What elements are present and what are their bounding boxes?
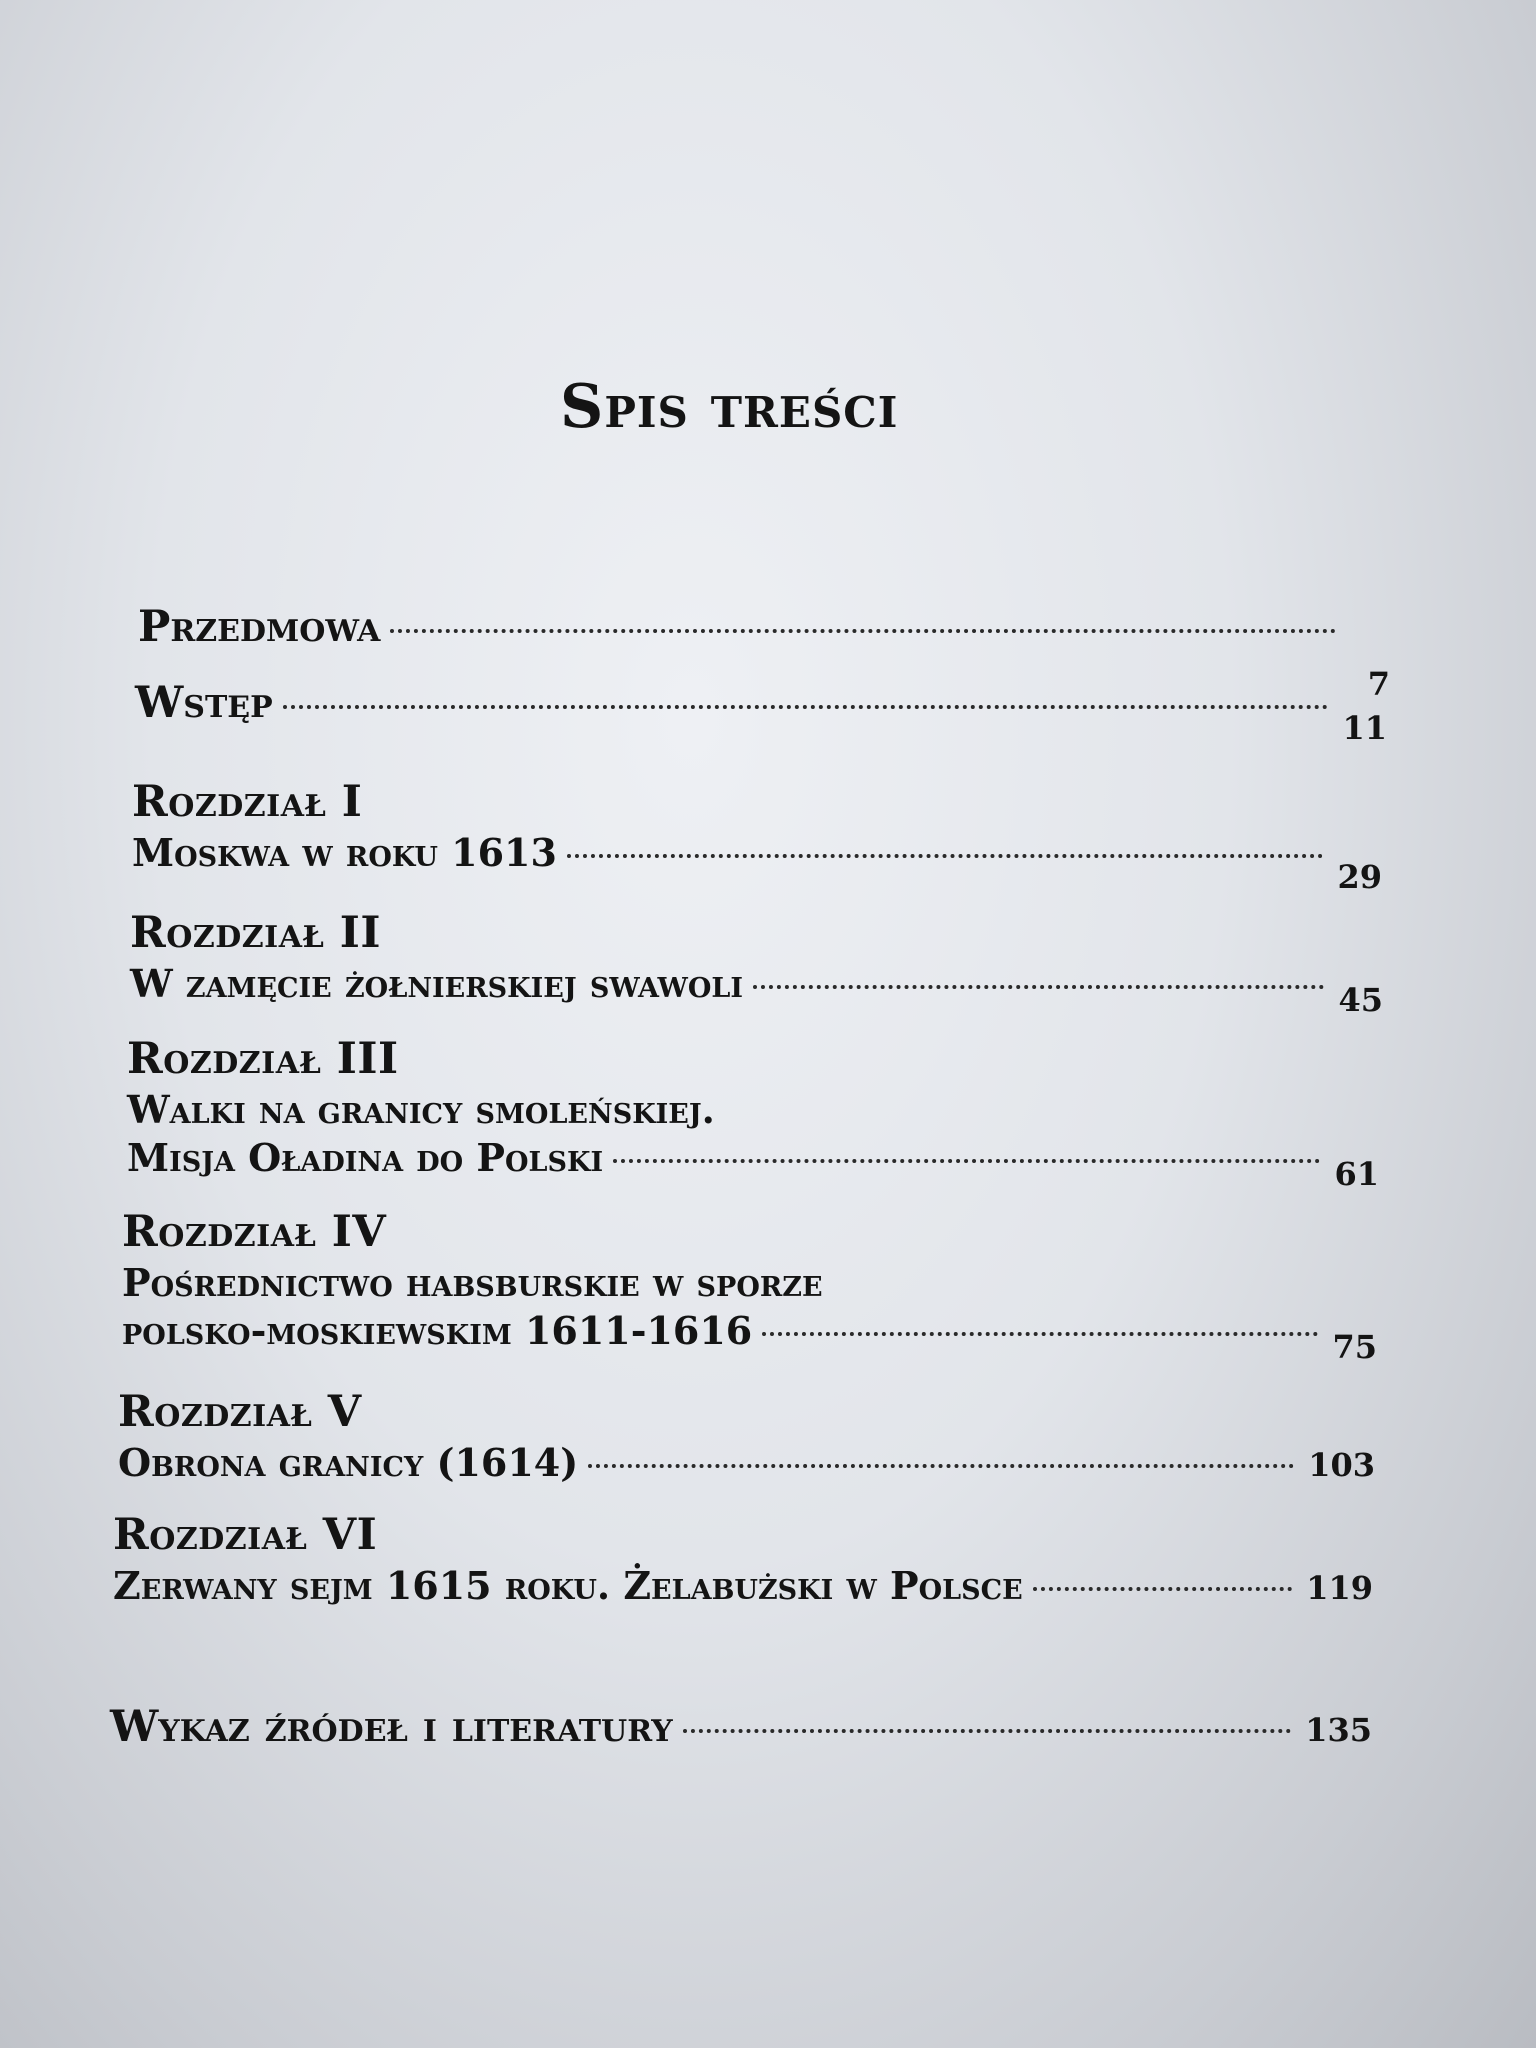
toc-line: [132, 829, 1382, 896]
dot-leader: [683, 1729, 1292, 1733]
toc-entry-wstep[interactable]: [135, 676, 1387, 747]
toc-page-number: 7: [1367, 665, 1390, 703]
toc-line: [118, 1439, 1375, 1489]
dot-leader: [567, 854, 1324, 858]
toc-chapter-4[interactable]: [122, 1205, 1377, 1366]
chapter-title: Zerwany sejm 1615 roku. Żelabużski w Polsce: [113, 1563, 1023, 1608]
toc-line: [122, 1259, 1377, 1307]
dot-leader: [390, 629, 1336, 633]
chapter-title-line-1: Walki na granicy smoleńskiej.: [127, 1087, 715, 1132]
toc-chapter-1[interactable]: [132, 775, 1382, 896]
toc-page-number: 61: [1334, 1155, 1379, 1193]
toc-chapter-2[interactable]: [130, 906, 1383, 1019]
toc-chapter-3[interactable]: [127, 1032, 1379, 1193]
dot-leader: [613, 1159, 1320, 1163]
toc-line: [127, 1134, 1379, 1193]
chapter-title-line-1: Pośrednictwo habsburskie w sporze: [122, 1260, 823, 1305]
toc-page-number: 103: [1308, 1446, 1375, 1484]
toc-page-number: 75: [1332, 1328, 1377, 1366]
chapter-label: Rozdział I: [132, 777, 363, 827]
toc-page-number: 135: [1305, 1711, 1372, 1749]
dot-leader: [588, 1464, 1294, 1468]
toc-entry-przedmowa[interactable]: [138, 600, 1390, 654]
dot-leader: [1033, 1587, 1293, 1591]
chapter-title: Moskwa w roku 1613: [132, 830, 557, 875]
chapter-title: Obrona granicy (1614): [118, 1440, 579, 1485]
toc-entry-bibliography[interactable]: [110, 1700, 1372, 1757]
toc-line: [135, 676, 1387, 747]
toc-entry-label: Wykaz źródeł i literatury: [110, 1702, 673, 1752]
toc-chapter-6[interactable]: [113, 1508, 1373, 1612]
chapter-label: Rozdział IV: [122, 1207, 387, 1257]
toc-line: [122, 1307, 1377, 1366]
toc-page-number: 119: [1306, 1569, 1373, 1607]
toc-line: [110, 1700, 1372, 1757]
chapter-label: Rozdział VI: [113, 1510, 378, 1560]
toc-entry-label: Przedmowa: [138, 602, 381, 652]
toc-line: [138, 600, 1390, 654]
toc-line: [130, 960, 1383, 1019]
toc-page-number: 11: [1342, 709, 1387, 747]
toc-page-number: 29: [1337, 858, 1382, 896]
chapter-label: Rozdział V: [118, 1387, 362, 1437]
page-title: Spis treści: [560, 372, 899, 442]
toc-page-number: 45: [1338, 981, 1383, 1019]
toc-line: [127, 1086, 1379, 1134]
toc-line: [113, 1562, 1373, 1612]
chapter-title: W zamęcie żołnierskiej swawoli: [130, 961, 744, 1006]
dot-leader: [753, 985, 1324, 989]
dot-leader: [283, 705, 1329, 709]
dot-leader: [762, 1332, 1318, 1336]
toc-chapter-5[interactable]: [118, 1385, 1375, 1489]
chapter-title-line-2: Misja Oładina do Polski: [127, 1135, 604, 1180]
chapter-title-line-2: polsko-moskiewskim 1611-1616: [122, 1308, 753, 1353]
toc-entry-label: Wstęp: [135, 678, 273, 728]
chapter-label: Rozdział III: [127, 1034, 399, 1084]
chapter-label: Rozdział II: [130, 908, 381, 958]
